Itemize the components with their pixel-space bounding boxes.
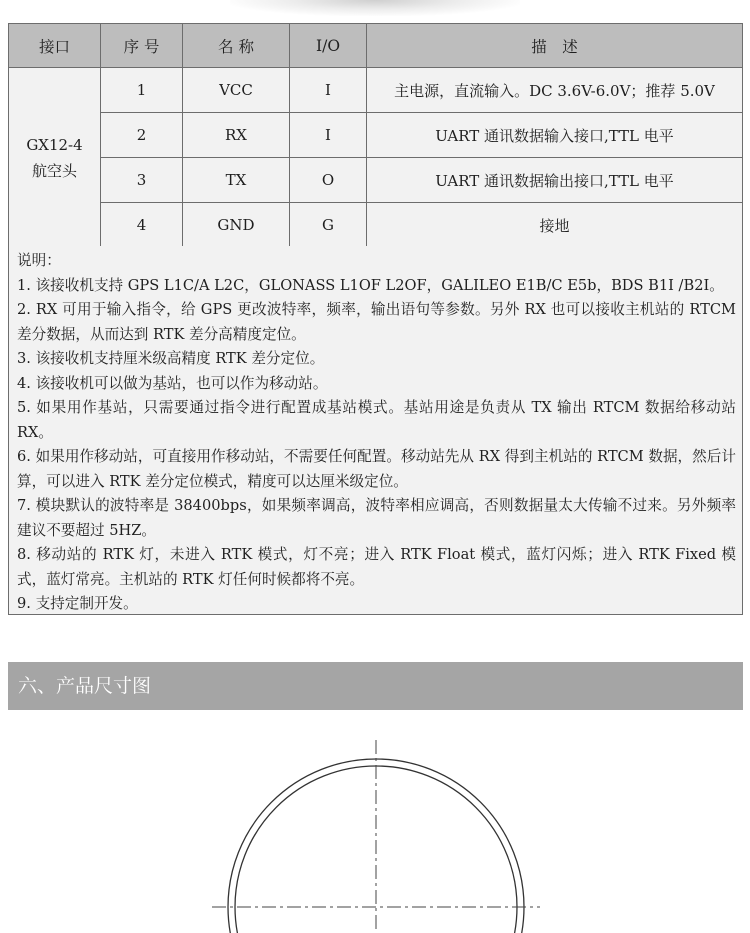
note-item: 3. 该接收机支持厘米级高精度 RTK 差分定位。: [17, 350, 325, 367]
pin-number: 1: [101, 68, 183, 113]
dimension-drawing: [0, 710, 750, 933]
header-interface: 接口: [9, 24, 101, 68]
notes-title: 说明：: [17, 252, 61, 269]
pin-io: I: [290, 68, 367, 113]
pin-name: RX: [183, 113, 290, 158]
note-item: 5. 如果用作基站，只需要通过指令进行配置成基站模式。基站用途是负责从 TX 输出 RTCM 数据给移动站 RX。: [17, 399, 736, 441]
pin-description: 接地: [367, 203, 743, 248]
pin-number: 3: [101, 158, 183, 203]
header-io: I/O: [290, 24, 367, 68]
note-item: 8. 移动站的 RTK 灯，未进入 RTK 模式，灯不亮；进入 RTK Float 模式，蓝灯闪烁；进入 RTK Fixed 模式，蓝灯常亮。主机站的 RTK 灯任何时候都将不亮。: [17, 546, 736, 588]
pin-io: O: [290, 158, 367, 203]
pin-definition-table: [8, 23, 743, 248]
note-item: 9. 支持定制开发。: [17, 595, 138, 612]
pin-io: G: [290, 203, 367, 248]
connector-type-cell: [9, 68, 101, 248]
pin-description: UART 通讯数据输入接口,TTL 电平: [367, 113, 743, 158]
note-item: 6. 如果用作移动站，可直接用作移动站，不需要任何配置。移动站先从 RX 得到主机站的 RTCM 数据，然后计算，可以进入 RTK 差分定位模式，精度可以达厘米级定位。: [17, 448, 736, 490]
table-header-row: [9, 24, 743, 68]
notes-block: [8, 246, 743, 615]
table-row: [9, 203, 743, 248]
header-number: 序 号: [101, 24, 183, 68]
connector-model: GX12-4: [26, 135, 83, 154]
pin-io: I: [290, 113, 367, 158]
note-item: 4. 该接收机可以做为基站，也可以作为移动站。: [17, 374, 328, 392]
header-description: 描 述: [367, 24, 743, 68]
note-item: 7. 模块默认的波特率是 38400bps，如果频率调高，波特率相应调高，否则数据量太大传输不过来。另外频率建议不要超过 5HZ。: [17, 497, 736, 539]
pin-number: 2: [101, 113, 183, 158]
pin-description: UART 通讯数据输出接口,TTL 电平: [367, 158, 743, 203]
pin-description: 主电源，直流输入。DC 3.6V-6.0V；推荐 5.0V: [367, 68, 743, 113]
table-row: [9, 158, 743, 203]
note-item: 2. RX 可用于输入指令，给 GPS 更改波特率，频率，输出语句等参数。另外 RX 也可以接收主机站的 RTCM 差分数据，从而达到 RTK 差分高精度定位。: [17, 301, 736, 343]
pin-number: 4: [101, 203, 183, 248]
connector-kind: 航空头: [31, 161, 77, 180]
note-item: 1. 该接收机支持 GPS L1C/A L2C，GLONASS L1OF L2OF，GALILEO E1B/C E5b，BDS B1I /B2I。: [17, 276, 724, 294]
top-shadow-decoration: [230, 0, 520, 16]
table-row: [9, 113, 743, 158]
pin-name: TX: [183, 158, 290, 203]
pin-name: VCC: [183, 68, 290, 113]
pin-name: GND: [183, 203, 290, 248]
table-row: [9, 68, 743, 113]
header-name: 名 称: [183, 24, 290, 68]
section-title: 六、产品尺寸图: [8, 662, 743, 710]
